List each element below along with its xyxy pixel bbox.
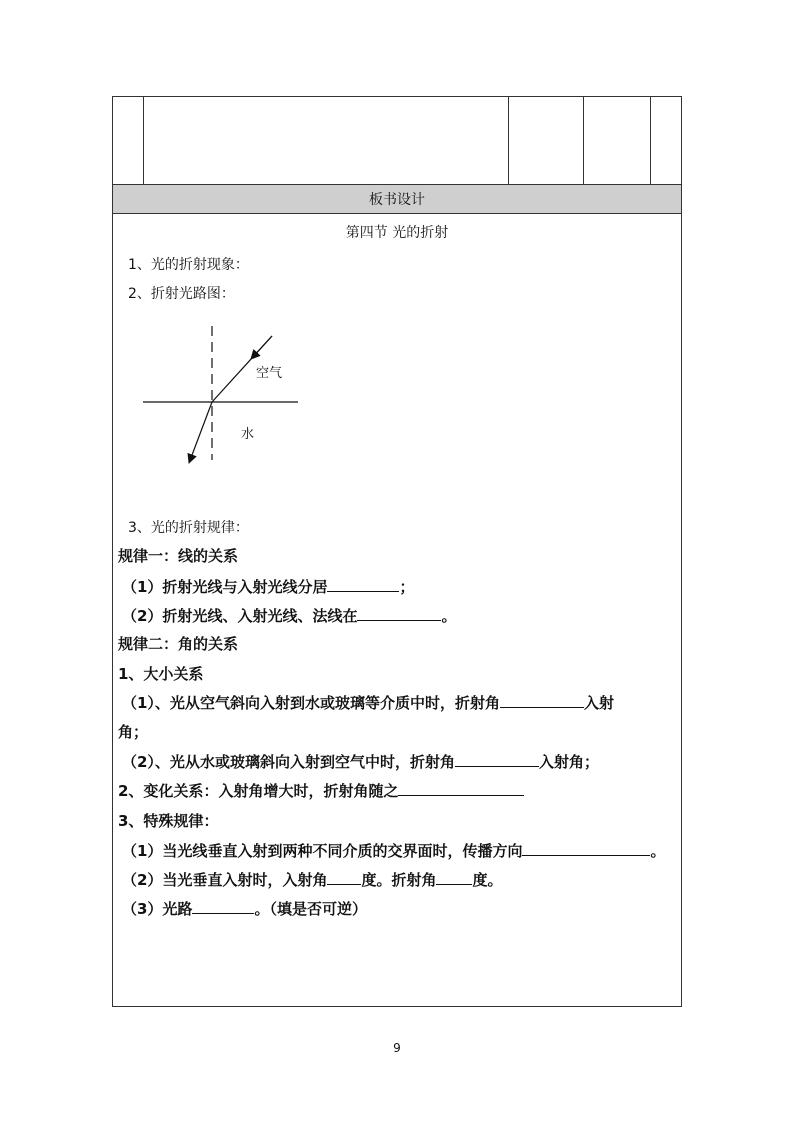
answer-blank[interactable]: [327, 579, 399, 592]
answer-blank[interactable]: [455, 754, 539, 767]
rule3-point1-text: （1）当光线垂直入射到两种不同介质的交界面时，传播方向: [122, 842, 523, 860]
page-number: 9: [393, 1041, 401, 1055]
incident-ray-arrow: [251, 336, 272, 359]
rule3-point1-end: 。: [650, 842, 666, 860]
rule2-size-heading: 1、大小关系: [118, 665, 204, 683]
rule1-point2-end: 。: [441, 607, 457, 625]
section-title: 第四节 光的折射: [345, 225, 449, 241]
rule3-point3-end: 。（填是否可逆）: [254, 900, 367, 918]
rule1-heading: 规律一：线的关系: [118, 547, 239, 565]
board-design-title: 板书设计: [369, 192, 425, 208]
answer-blank[interactable]: [398, 783, 524, 796]
air-label: 空气: [256, 366, 283, 381]
answer-blank[interactable]: [500, 695, 584, 708]
refraction-diagram: [140, 322, 320, 472]
rule1-point1: [122, 576, 414, 597]
column-divider: [583, 96, 584, 185]
rule3-point3-text: （3）光路: [122, 900, 193, 918]
rule2-size-point2-text: （2）、光从水或玻璃斜向入射到空气中时，折射角: [122, 753, 455, 771]
rule3-point1: [122, 840, 665, 861]
rule2-size-point1: [122, 692, 614, 713]
rule3-point2-text: （2）当光垂直入射时，入射角: [122, 871, 328, 889]
rule3-heading: 3、特殊规律：: [118, 812, 219, 830]
board-design-header: [113, 185, 681, 213]
rule1-point2: [122, 605, 456, 626]
rule1-point2-text: （2）折射光线、入射光线、法线在: [122, 607, 358, 625]
answer-blank[interactable]: [192, 901, 254, 914]
answer-blank[interactable]: [436, 872, 472, 885]
rule3-point2-mid: 度。折射角: [361, 871, 437, 889]
column-divider: [508, 96, 509, 185]
answer-blank[interactable]: [522, 843, 650, 856]
column-divider: [143, 96, 144, 185]
answer-blank[interactable]: [357, 608, 441, 621]
rule2-change: [118, 780, 524, 801]
column-divider: [650, 96, 651, 185]
rule2-heading: 规律二：角的关系: [118, 635, 239, 653]
row-divider: [112, 213, 682, 214]
item-refraction-law: 3、光的折射规律：: [128, 520, 249, 536]
rule2-size-point1-end: 入射: [583, 694, 614, 712]
rule1-point1-text: （1）折射光线与入射光线分居: [122, 578, 328, 596]
refracted-ray: [189, 402, 212, 463]
rule2-size-point2: [122, 751, 599, 772]
rule1-point1-end: ；: [399, 578, 415, 596]
water-label: 水: [241, 427, 255, 442]
rule2-size-point1-continued: 角；: [118, 723, 149, 741]
rule3-point2: [122, 869, 502, 890]
rule2-change-text: 2、变化关系：入射角增大时，折射角随之: [118, 782, 399, 800]
item-refraction-diagram: 2、折射光路图：: [128, 286, 235, 302]
answer-blank[interactable]: [327, 872, 361, 885]
rule3-point2-end: 度。: [472, 871, 503, 889]
rule2-size-point1-text: （1）、光从空气斜向入射到水或玻璃等介质中时，折射角: [122, 694, 500, 712]
rule3-point3: [122, 898, 367, 919]
item-refraction-phenomenon: 1、光的折射现象：: [128, 257, 249, 273]
rule2-size-point2-end: 入射角；: [538, 753, 599, 771]
